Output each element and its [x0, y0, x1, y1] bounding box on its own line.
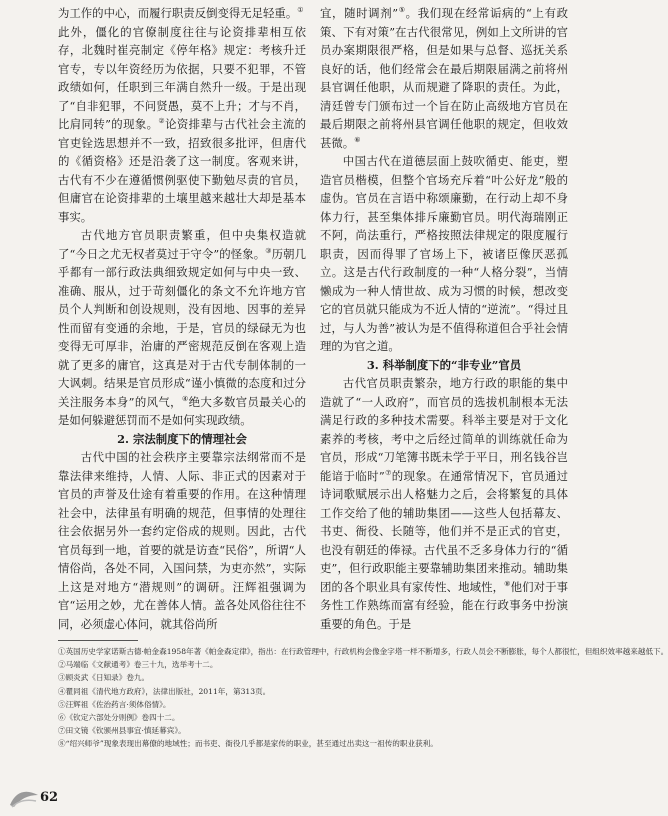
paragraph	[58, 226, 306, 430]
paragraph-text: 。我们现在经常诟病的“上有政策、下有对策”在古代很常见，例如上文所讲的官员办案期限很严格，但是如果与总督、巡抚关系良好的话，他们经常会在最后期限届满之前将州县官调任他职，从而规避了降职的责任。为此，清廷曾专门颁布过一个旨在防止高级地方官员在最后期限之前将州县官调任他职的规定，但收效甚微。	[320, 6, 569, 150]
footnote-item: ④瞿同祖《清代地方政府》，法律出版社，2011年，第313页。	[58, 686, 271, 696]
footnote-divider	[58, 640, 138, 641]
footnote-marker: ⑦	[384, 468, 392, 477]
footnote-item: ①英国历史学家诺斯古德·帕金森1958年著《帕金森定律》，指出：在行政管理中，行政机构会像金字塔一样不断增多，行政人员会不断膨胀，每个人都很忙，但组织效率越来越低下。	[58, 647, 668, 656]
footnote-marker: ③	[265, 246, 272, 255]
paragraph-text: 为工作的中心，而履行职责反倒变得无足轻重。	[58, 6, 298, 20]
paragraph-text: 古代官员职责繁杂，地方行政的职能的集中造就了“一人政府”，而官员的选拔机制根本无法满足行政的多种技术需要。科举主要是对于文化素养的考核，考中之后经过简单的训练就任命为官员，形成“刀笔簿书既未学于平日，刑名钱谷岂能谙于临时”	[320, 376, 568, 483]
paragraph-text: 中国古代在道德层面上鼓吹循吏、能吏，塑造官员楷模，但整个官场充斥着“叶公好龙”般的虚伪。官员在言语中称颂廉勤，在行动上却不身体力行，甚至集体排斥廉勤官员。明代海瑞刚正不阿，尚法重行，严格按照法律规定的限度履行职责，因而得罪了官场上下，被诸臣像厌恶孤立。这是古代行政制度的一种“人格分裂”，当情懒成为一种人情世故、成为习惯的时候，想改变它的官员就只能成为不近人情的“逆流”。“得过且过，与人为善”被认为是不值得称道但合乎社会情理的为官之道。	[320, 154, 568, 353]
footnote-marker: ②	[158, 117, 166, 126]
footnote-marker: ⑥	[354, 135, 361, 144]
page-number: 62	[40, 790, 59, 805]
footnote-item: ⑥《钦定六部处分则例》卷四十二。	[58, 713, 180, 723]
paragraph-text: 他们对于事务性工作熟练而富有经验，能在行政事务中扮演重要的角色。于是	[320, 579, 568, 631]
section-heading: 3. 科举制度下的“非专业”官员	[366, 357, 522, 372]
paragraph	[320, 374, 568, 633]
paragraph-text: 此外，僵化的官僚制度往往与论资排辈相互依存，北魏时崔亮制定《停年格》规定：考核升迁官专，专以年资经历为依据，只要不犯罪，不管政绩如何，任职到三年满自然升一级。于是出现了“自非犯罪，不问贤愚，莫不上升；才与不肖，比肩同转”的现象。	[58, 24, 306, 131]
paragraph-text: 宜，随时调剂”	[320, 6, 399, 20]
right-column	[320, 4, 568, 633]
footnote-item: ⑧“绍兴师爷”现象表现出幕僚的地域性；而书吏、衙役几乎都是家传的职业，甚至通过出卖这一祖传的职业获利。	[58, 739, 438, 749]
body-columns	[58, 4, 568, 636]
paragraph-text: 绝大多数官员最关心的是如何躲避惩罚而不是如何实现政绩。	[58, 394, 307, 427]
footnote-marker: ④	[181, 394, 189, 403]
paragraph-text: 论资排辈与古代社会主流的官吏铨选思想并不一致，招致很多批评，但唐代的《循资格》还是沿袭了这一制度。客观来讲，古代有不少在遵循惯例驱使下勤勉尽责的官员，但庸官在论资排辈的土壤里越来越壮大却是基本事实。	[58, 117, 306, 224]
section-heading: 2. 宗法制度下的情理社会	[117, 431, 247, 446]
paragraph	[320, 152, 568, 356]
footnote-item: ③顾炎武《日知录》卷九。	[58, 673, 150, 683]
paragraph	[58, 4, 306, 23]
paragraph	[58, 448, 306, 633]
footnote-marker: ⑤	[398, 6, 406, 15]
footnote-marker: ⑧	[504, 579, 511, 588]
paragraph-text: 古代中国的社会秩序主要靠宗法纲常而不是靠法律来维持，人情、人际、非正式的因素对于官员的声誉及仕途有着重要的作用。在这种情理社会中，法律虽有明确的规范，但事情的处理往往会依据另外一套约定俗成的规则。因此，古代官员每到一地，首要的就是访查“民俗”，所谓“人情俗尚，各处不同，入国问禁，为吏亦然”，实际上这是对地方“潜规则”的调研。汪辉祖强调为官“运用之妙，尤在善体人情。盖各处风俗往往不同，必须虚心体问，就其俗尚所	[58, 450, 306, 631]
paragraph-text: 历朝几乎都有一部行政法典细致规定如何与中央一致、准确、服从，过于苛刻僵化的条文不允许地方官员个人判断和创设规则，没有因地、因事的差异性而留有变通的余地，于是，官员的绿碌无为也变得无可厚非，治庸的严密规范反倒在客观上造就了更多的庸官，这真是对于古代专制体制的一大讽刺。结果是官员形成“谨小慎微的态度和过分关注服务本身”的风气，	[58, 246, 306, 409]
footnote-marker: ①	[297, 6, 304, 15]
footnote-item: ②马端临《文献通考》卷三十九，选举考十二。	[58, 660, 218, 670]
left-column	[58, 4, 306, 633]
paragraph-text: 古代地方官员职责繁重，但中央集权造就了“今日之尤无权者莫过于守令”的怪象。	[58, 228, 306, 261]
paragraph	[320, 4, 568, 152]
publisher-logo-icon	[8, 785, 40, 809]
footnote-item: ⑤汪辉祖《佐治药言·须体俗情》。	[58, 699, 171, 709]
footnote-item: ⑦田文镜《钦颁州县事宜·慎延幕宾》。	[58, 726, 186, 736]
paragraph	[58, 23, 306, 227]
footnotes	[58, 645, 668, 751]
paragraph-text: 的现象。在通常情况下，官员通过诗词歌赋展示出人格魅力之后，会将繁复的具体工作交给了他的辅助集团——这些人包括幕友、书吏、衙役、长随等，他们并不是正式的官吏，也没有朝廷的俸禄。古代虽不乏多身体力行的“循吏”，但行政职能主要靠辅助集团来推动。辅助集团的各个职业具有家传性、地域性，	[320, 468, 568, 594]
